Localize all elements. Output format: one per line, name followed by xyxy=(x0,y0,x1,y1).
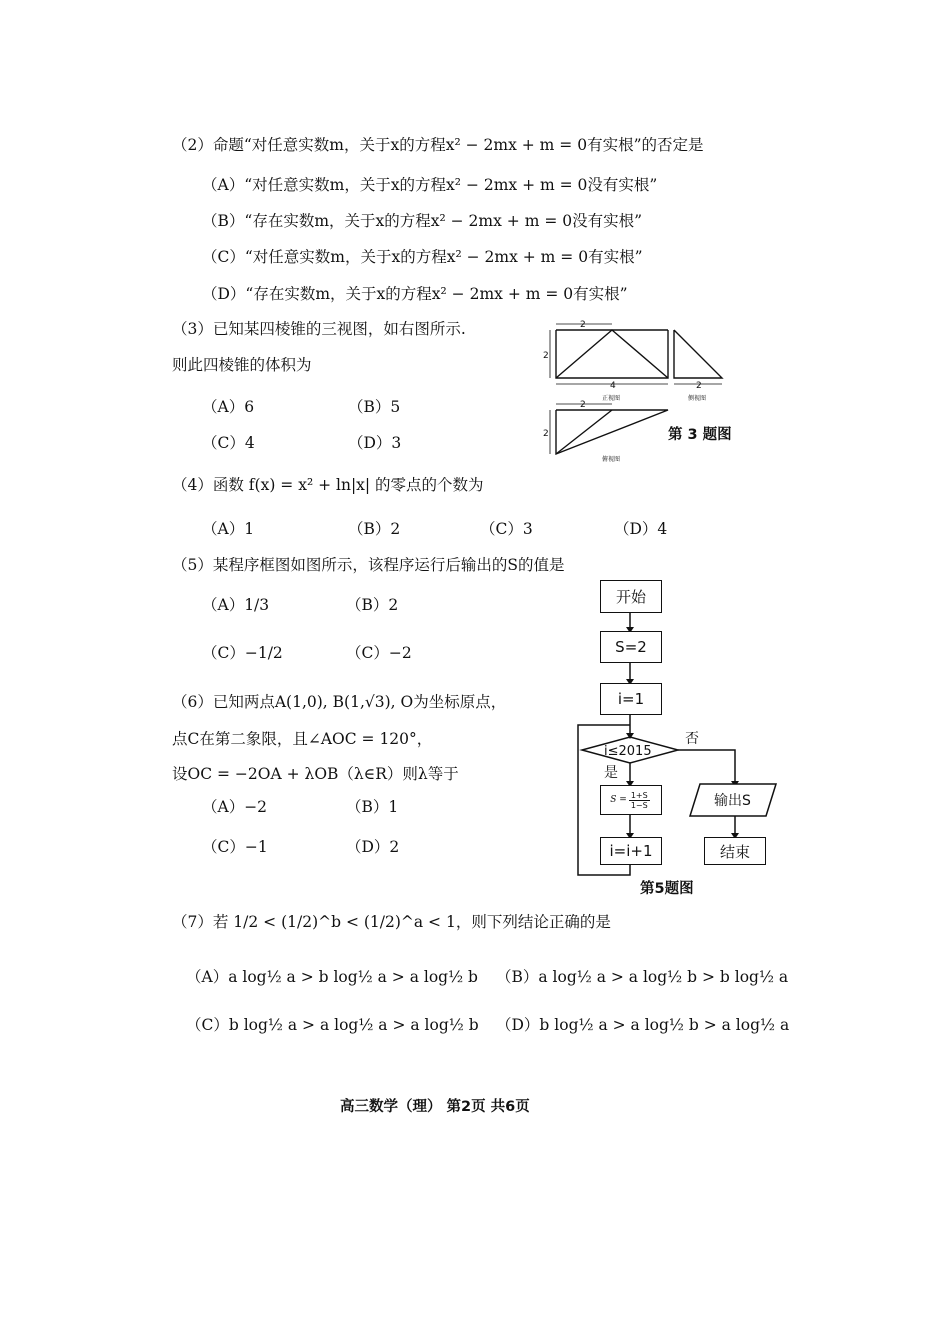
q2-option-d: （D）“存在实数m，关于x的方程x² − 2mx + m = 0有实根” xyxy=(202,285,628,303)
q5-option-a: （A）1/3 xyxy=(202,596,270,614)
q6-option-c: （C）−1 xyxy=(202,838,268,856)
top-view-label: 俯视图 xyxy=(602,456,621,463)
q3-option-c: （C）4 xyxy=(202,434,255,452)
q2-stem: （2）命题“对任意实数m，关于x的方程x² − 2mx + m = 0有实根”的否定是 xyxy=(172,136,704,154)
q7-option-b: （B）a log½ a > a log½ b > b log½ a xyxy=(496,968,789,986)
yes-label: 是 xyxy=(604,765,618,781)
q6-option-a: （A）−2 xyxy=(202,798,268,816)
init-s-box: S=2 xyxy=(600,631,662,663)
flowchart-caption: 第5题图 xyxy=(640,881,694,897)
end-box: 结束 xyxy=(704,837,766,865)
q7-option-c: （C）b log½ a > a log½ a > a log½ b xyxy=(186,1016,479,1034)
output-box xyxy=(688,783,778,817)
q6-line1: （6）已知两点A(1,0), B(1,√3), O为坐标原点， xyxy=(172,693,507,711)
q5-stem: （5）某程序框图如图所示，该程序运行后输出的S的值是 xyxy=(172,556,565,574)
update-s-box: S = $\frac{1+S}{1-S}$ xyxy=(600,785,662,815)
front-view-label: 正视图 xyxy=(602,395,621,402)
q6-line2: 点C在第二象限，且∠AOC = 120°， xyxy=(172,730,433,748)
q4-option-b: （B）2 xyxy=(348,520,401,538)
dim-top-view-height: 2 xyxy=(543,429,549,439)
q3-option-d: （D）3 xyxy=(348,434,402,452)
q5-option-b: （B）2 xyxy=(346,596,399,614)
dim-top-view-width: 2 xyxy=(580,400,586,410)
page-footer: 高三数学（理） 第2页 共6页 xyxy=(340,1099,530,1115)
dim-top-width: 2 xyxy=(580,320,586,330)
q4-option-a: （A）1 xyxy=(202,520,255,538)
q5-option-c: （C）−1/2 xyxy=(202,644,283,662)
top-view-shape xyxy=(556,410,668,454)
dim-base: 4 xyxy=(610,381,616,391)
q2-option-c: （C）“对任意实数m，关于x的方程x² − 2mx + m = 0有实根” xyxy=(202,248,643,266)
q2-option-b: （B）“存在实数m，关于x的方程x² − 2mx + m = 0没有实根” xyxy=(202,212,643,230)
front-view-triangle xyxy=(556,330,668,378)
q5-option-c-second: （C）−2 xyxy=(346,644,412,662)
q4-option-c: （C）3 xyxy=(480,520,533,538)
init-i-box: i=1 xyxy=(600,683,662,715)
q6-option-b: （B）1 xyxy=(346,798,399,816)
front-view-box xyxy=(556,330,668,378)
q2-option-a: （A）“对任意实数m，关于x的方程x² − 2mx + m = 0没有实根” xyxy=(202,176,658,194)
condition-text: i≤2015 xyxy=(604,744,652,759)
q6-line3: 设OC = −2OA + λOB（λ∈R）则λ等于 xyxy=(172,765,459,783)
side-view-label: 侧视图 xyxy=(688,395,707,402)
q3-stem-line1: （3）已知某四棱锥的三视图，如右图所示. xyxy=(172,320,466,338)
increment-box: i=i+1 xyxy=(600,837,662,865)
output-text: 输出S xyxy=(714,793,751,809)
start-box: 开始 xyxy=(600,580,662,613)
top-view-diagonal xyxy=(556,410,612,454)
q7-option-d: （D）b log½ a > a log½ b > a log½ a xyxy=(496,1016,790,1034)
q7-option-a: （A）a log½ a > b log½ a > a log½ b xyxy=(186,968,478,986)
q3-option-a: （A）6 xyxy=(202,398,255,416)
q3-option-b: （B）5 xyxy=(348,398,401,416)
q4-option-d: （D）4 xyxy=(614,520,668,538)
dim-height-front: 2 xyxy=(543,351,549,361)
q3-figure-caption: 第 3 题图 xyxy=(668,427,732,443)
no-label: 否 xyxy=(685,731,699,747)
q4-stem: （4）函数 f(x) = x² + ln|x| 的零点的个数为 xyxy=(172,476,484,494)
dim-side-base: 2 xyxy=(696,381,702,391)
q6-option-d: （D）2 xyxy=(346,838,400,856)
q3-stem-line2: 则此四棱锥的体积为 xyxy=(172,356,312,374)
side-view-triangle xyxy=(674,330,722,378)
q7-stem: （7）若 1/2 < (1/2)^b < (1/2)^a < 1，则下列结论正确的是 xyxy=(172,913,611,931)
